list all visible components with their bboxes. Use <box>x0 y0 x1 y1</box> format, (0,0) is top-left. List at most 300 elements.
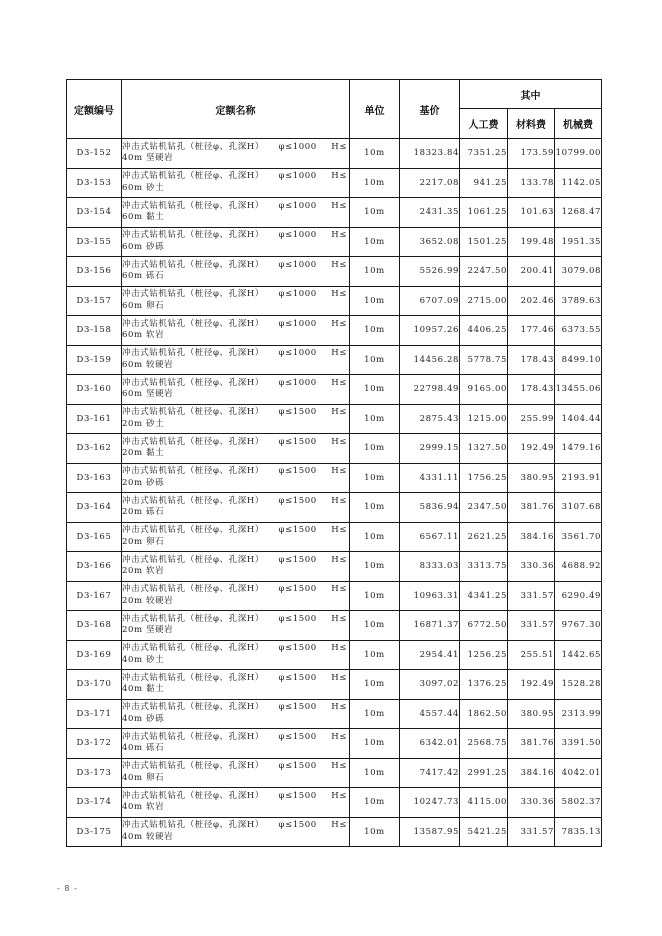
cell-labor: 1061.25 <box>460 198 508 228</box>
name-line-2: 40m 软岩 <box>122 802 165 813</box>
cell-code: D3-162 <box>67 434 122 464</box>
cell-base-price: 4557.44 <box>400 699 460 729</box>
name-line-2: 60m 较硬岩 <box>122 359 174 370</box>
cell-base-price: 16871.37 <box>400 611 460 641</box>
name-depth-label: H≤ <box>331 436 347 447</box>
cell-name <box>122 434 350 464</box>
name-line-2: 60m 砂土 <box>122 182 165 193</box>
cell-material: 380.95 <box>508 463 555 493</box>
name-line-2: 20m 黏土 <box>122 448 165 459</box>
cell-base-price: 2954.41 <box>400 640 460 670</box>
cell-base-price: 4331.11 <box>400 463 460 493</box>
name-line-2: 20m 砂砾 <box>122 477 165 488</box>
cell-machinery: 1142.05 <box>555 168 602 198</box>
cell-material: 255.99 <box>508 404 555 434</box>
header-code: 定额编号 <box>67 80 122 139</box>
name-spec: φ≤1500 <box>278 466 317 477</box>
name-depth-label: H≤ <box>331 318 347 329</box>
cell-material: 177.46 <box>508 316 555 346</box>
name-depth-label: H≤ <box>331 554 347 565</box>
cell-unit: 10m <box>350 699 400 729</box>
name-depth-label: H≤ <box>331 377 347 388</box>
name-depth-label: H≤ <box>331 466 347 477</box>
name-line-2: 60m 砾石 <box>122 271 165 282</box>
cell-code: D3-173 <box>67 758 122 788</box>
cell-machinery: 3561.70 <box>555 522 602 552</box>
name-spec: φ≤1000 <box>278 377 317 388</box>
cell-code: D3-152 <box>67 139 122 169</box>
name-line-2: 20m 砾石 <box>122 507 165 518</box>
table-row <box>67 817 602 847</box>
cell-base-price: 2217.08 <box>400 168 460 198</box>
name-line-1: 冲击式钻机钻孔（桩径φ、孔深H） <box>122 466 264 477</box>
name-line-2: 60m 黏土 <box>122 212 165 223</box>
cell-labor: 5421.25 <box>460 817 508 847</box>
cell-material: 381.76 <box>508 493 555 523</box>
cell-unit: 10m <box>350 522 400 552</box>
cell-labor: 6772.50 <box>460 611 508 641</box>
cell-labor: 1256.25 <box>460 640 508 670</box>
cell-code: D3-157 <box>67 286 122 316</box>
cell-code: D3-167 <box>67 581 122 611</box>
cell-base-price: 10963.31 <box>400 581 460 611</box>
name-line-1: 冲击式钻机钻孔（桩径φ、孔深H） <box>122 613 264 624</box>
name-depth-label: H≤ <box>331 200 347 211</box>
cell-labor: 1756.25 <box>460 463 508 493</box>
cell-labor: 2247.50 <box>460 257 508 287</box>
cell-machinery: 5802.37 <box>555 788 602 818</box>
header-labor: 人工费 <box>460 109 508 139</box>
name-line-1: 冲击式钻机钻孔（桩径φ、孔深H） <box>122 289 264 300</box>
cell-code: D3-164 <box>67 493 122 523</box>
header-material: 材料费 <box>508 109 555 139</box>
cell-name <box>122 227 350 257</box>
cell-code: D3-170 <box>67 670 122 700</box>
name-line-2: 60m 砂砾 <box>122 241 165 252</box>
table-row <box>67 581 602 611</box>
cell-unit: 10m <box>350 729 400 759</box>
name-spec: φ≤1500 <box>278 731 317 742</box>
cell-material: 384.16 <box>508 758 555 788</box>
cell-material: 199.48 <box>508 227 555 257</box>
name-line-2: 40m 砾石 <box>122 743 165 754</box>
name-spec: φ≤1000 <box>278 171 317 182</box>
name-line-1: 冲击式钻机钻孔（桩径φ、孔深H） <box>122 230 264 241</box>
table-row <box>67 286 602 316</box>
cell-unit: 10m <box>350 257 400 287</box>
cell-base-price: 2999.15 <box>400 434 460 464</box>
cell-base-price: 2875.43 <box>400 404 460 434</box>
cell-unit: 10m <box>350 286 400 316</box>
cell-code: D3-156 <box>67 257 122 287</box>
cell-material: 133.78 <box>508 168 555 198</box>
name-spec: φ≤1500 <box>278 672 317 683</box>
cell-material: 380.95 <box>508 699 555 729</box>
cell-unit: 10m <box>350 404 400 434</box>
cell-machinery: 1951.35 <box>555 227 602 257</box>
cell-machinery: 13455.06 <box>555 375 602 405</box>
cell-base-price: 8333.03 <box>400 552 460 582</box>
cell-unit: 10m <box>350 375 400 405</box>
name-line-1: 冲击式钻机钻孔（桩径φ、孔深H） <box>122 495 264 506</box>
name-line-1: 冲击式钻机钻孔（桩径φ、孔深H） <box>122 731 264 742</box>
table-row <box>67 257 602 287</box>
cell-unit: 10m <box>350 434 400 464</box>
cell-name <box>122 345 350 375</box>
cell-material: 178.43 <box>508 375 555 405</box>
name-depth-label: H≤ <box>331 672 347 683</box>
cell-unit: 10m <box>350 640 400 670</box>
cell-base-price: 10957.26 <box>400 316 460 346</box>
header-machinery: 机械费 <box>555 109 602 139</box>
cell-machinery: 3107.68 <box>555 493 602 523</box>
name-line-2: 40m 黏土 <box>122 684 165 695</box>
name-depth-label: H≤ <box>331 407 347 418</box>
cell-labor: 2991.25 <box>460 758 508 788</box>
cell-machinery: 2313.99 <box>555 699 602 729</box>
name-spec: φ≤1500 <box>278 613 317 624</box>
name-spec: φ≤1500 <box>278 702 317 713</box>
cell-labor: 1862.50 <box>460 699 508 729</box>
cell-code: D3-174 <box>67 788 122 818</box>
cell-base-price: 22798.49 <box>400 375 460 405</box>
cell-name <box>122 375 350 405</box>
table-row <box>67 729 602 759</box>
cell-machinery: 6290.49 <box>555 581 602 611</box>
cell-code: D3-175 <box>67 817 122 847</box>
cell-name <box>122 581 350 611</box>
cell-material: 192.49 <box>508 670 555 700</box>
cell-unit: 10m <box>350 316 400 346</box>
cell-unit: 10m <box>350 493 400 523</box>
cell-base-price: 6707.09 <box>400 286 460 316</box>
cell-material: 330.36 <box>508 552 555 582</box>
cell-machinery: 2193.91 <box>555 463 602 493</box>
cell-machinery: 1479.16 <box>555 434 602 464</box>
cell-unit: 10m <box>350 168 400 198</box>
name-spec: φ≤1500 <box>278 436 317 447</box>
cell-machinery: 10799.00 <box>555 139 602 169</box>
cell-code: D3-163 <box>67 463 122 493</box>
name-line-1: 冲击式钻机钻孔（桩径φ、孔深H） <box>122 259 264 270</box>
name-line-2: 40m 较硬岩 <box>122 831 174 842</box>
cell-labor: 5778.75 <box>460 345 508 375</box>
name-line-2: 20m 坚硬岩 <box>122 625 174 636</box>
name-depth-label: H≤ <box>331 643 347 654</box>
header-base-price: 基价 <box>400 80 460 139</box>
cell-unit: 10m <box>350 817 400 847</box>
table-row <box>67 404 602 434</box>
cell-unit: 10m <box>350 670 400 700</box>
cell-labor: 2347.50 <box>460 493 508 523</box>
name-spec: φ≤1000 <box>278 348 317 359</box>
name-spec: φ≤1500 <box>278 495 317 506</box>
table-row <box>67 670 602 700</box>
cell-machinery: 1268.47 <box>555 198 602 228</box>
name-line-1: 冲击式钻机钻孔（桩径φ、孔深H） <box>122 348 264 359</box>
cell-base-price: 3652.08 <box>400 227 460 257</box>
name-line-1: 冲击式钻机钻孔（桩径φ、孔深H） <box>122 171 264 182</box>
cell-material: 192.49 <box>508 434 555 464</box>
cell-labor: 7351.25 <box>460 139 508 169</box>
cell-material: 384.16 <box>508 522 555 552</box>
table-row <box>67 375 602 405</box>
name-depth-label: H≤ <box>331 790 347 801</box>
cell-unit: 10m <box>350 345 400 375</box>
name-spec: φ≤1500 <box>278 790 317 801</box>
cell-base-price: 13587.95 <box>400 817 460 847</box>
cell-base-price: 5526.99 <box>400 257 460 287</box>
name-line-1: 冲击式钻机钻孔（桩径φ、孔深H） <box>122 790 264 801</box>
cell-code: D3-168 <box>67 611 122 641</box>
cell-name <box>122 522 350 552</box>
name-spec: φ≤1000 <box>278 230 317 241</box>
name-spec: φ≤1500 <box>278 761 317 772</box>
cell-labor: 1376.25 <box>460 670 508 700</box>
cell-machinery: 1442.65 <box>555 640 602 670</box>
name-line-2: 40m 坚硬岩 <box>122 153 174 164</box>
table-row <box>67 699 602 729</box>
table-row <box>67 198 602 228</box>
cell-labor: 3313.75 <box>460 552 508 582</box>
cell-unit: 10m <box>350 552 400 582</box>
name-spec: φ≤1000 <box>278 141 317 152</box>
cell-machinery: 4042.01 <box>555 758 602 788</box>
name-line-1: 冲击式钻机钻孔（桩径φ、孔深H） <box>122 584 264 595</box>
cell-base-price: 6342.01 <box>400 729 460 759</box>
cell-name <box>122 316 350 346</box>
name-line-2: 40m 砂土 <box>122 654 165 665</box>
name-line-1: 冲击式钻机钻孔（桩径φ、孔深H） <box>122 436 264 447</box>
cell-base-price: 18323.84 <box>400 139 460 169</box>
name-line-1: 冲击式钻机钻孔（桩径φ、孔深H） <box>122 702 264 713</box>
name-line-2: 20m 卵石 <box>122 536 165 547</box>
cell-labor: 1327.50 <box>460 434 508 464</box>
table-row <box>67 552 602 582</box>
cell-name <box>122 611 350 641</box>
cell-code: D3-159 <box>67 345 122 375</box>
name-depth-label: H≤ <box>331 525 347 536</box>
name-line-2: 20m 砂土 <box>122 418 165 429</box>
cell-base-price: 10247.73 <box>400 788 460 818</box>
name-line-2: 60m 软岩 <box>122 330 165 341</box>
name-line-1: 冲击式钻机钻孔（桩径φ、孔深H） <box>122 761 264 772</box>
header-row-1 <box>67 80 602 109</box>
table-row <box>67 434 602 464</box>
name-depth-label: H≤ <box>331 289 347 300</box>
cell-material: 331.57 <box>508 611 555 641</box>
cell-material: 202.46 <box>508 286 555 316</box>
cell-name <box>122 257 350 287</box>
name-depth-label: H≤ <box>331 820 347 831</box>
cell-material: 330.36 <box>508 788 555 818</box>
table-row <box>67 345 602 375</box>
cell-base-price: 5836.94 <box>400 493 460 523</box>
table-row <box>67 316 602 346</box>
header-unit: 单位 <box>350 80 400 139</box>
name-line-1: 冲击式钻机钻孔（桩径φ、孔深H） <box>122 141 264 152</box>
table-body <box>67 139 602 847</box>
cell-labor: 4406.25 <box>460 316 508 346</box>
name-spec: φ≤1000 <box>278 318 317 329</box>
cell-material: 331.57 <box>508 581 555 611</box>
cell-material: 331.57 <box>508 817 555 847</box>
cell-material: 381.76 <box>508 729 555 759</box>
name-spec: φ≤1500 <box>278 525 317 536</box>
cell-unit: 10m <box>350 463 400 493</box>
cell-material: 173.59 <box>508 139 555 169</box>
table-row <box>67 788 602 818</box>
page-number: - 8 - <box>57 884 78 893</box>
table-row <box>67 493 602 523</box>
cell-code: D3-169 <box>67 640 122 670</box>
name-depth-label: H≤ <box>331 761 347 772</box>
cell-base-price: 7417.42 <box>400 758 460 788</box>
cell-machinery: 1528.28 <box>555 670 602 700</box>
cell-name <box>122 552 350 582</box>
table-row <box>67 227 602 257</box>
cell-unit: 10m <box>350 611 400 641</box>
name-line-1: 冲击式钻机钻孔（桩径φ、孔深H） <box>122 407 264 418</box>
cell-material: 200.41 <box>508 257 555 287</box>
name-spec: φ≤1500 <box>278 554 317 565</box>
name-depth-label: H≤ <box>331 495 347 506</box>
name-spec: φ≤1500 <box>278 643 317 654</box>
cell-labor: 4115.00 <box>460 788 508 818</box>
table-row <box>67 522 602 552</box>
cell-code: D3-153 <box>67 168 122 198</box>
name-spec: φ≤1000 <box>278 259 317 270</box>
cell-unit: 10m <box>350 139 400 169</box>
name-depth-label: H≤ <box>331 702 347 713</box>
cell-name <box>122 758 350 788</box>
name-line-2: 40m 卵石 <box>122 772 165 783</box>
cell-name <box>122 640 350 670</box>
cell-labor: 4341.25 <box>460 581 508 611</box>
header-of-which: 其中 <box>460 80 602 109</box>
cell-base-price: 2431.35 <box>400 198 460 228</box>
name-depth-label: H≤ <box>331 259 347 270</box>
name-line-1: 冲击式钻机钻孔（桩径φ、孔深H） <box>122 643 264 654</box>
cell-code: D3-166 <box>67 552 122 582</box>
cell-name <box>122 198 350 228</box>
cell-base-price: 3097.02 <box>400 670 460 700</box>
cell-code: D3-171 <box>67 699 122 729</box>
cell-machinery: 3079.08 <box>555 257 602 287</box>
cell-name <box>122 817 350 847</box>
cell-machinery: 7835.13 <box>555 817 602 847</box>
name-spec: φ≤1500 <box>278 407 317 418</box>
cell-unit: 10m <box>350 758 400 788</box>
name-line-2: 20m 软岩 <box>122 566 165 577</box>
cell-name <box>122 493 350 523</box>
cell-labor: 2715.00 <box>460 286 508 316</box>
cell-labor: 2621.25 <box>460 522 508 552</box>
cell-material: 255.51 <box>508 640 555 670</box>
cell-machinery: 1404.44 <box>555 404 602 434</box>
cell-name <box>122 168 350 198</box>
cell-labor: 1501.25 <box>460 227 508 257</box>
cell-material: 101.63 <box>508 198 555 228</box>
table-row <box>67 168 602 198</box>
name-spec: φ≤1000 <box>278 289 317 300</box>
name-depth-label: H≤ <box>331 348 347 359</box>
cell-labor: 1215.00 <box>460 404 508 434</box>
name-line-1: 冲击式钻机钻孔（桩径φ、孔深H） <box>122 200 264 211</box>
cell-machinery: 6373.55 <box>555 316 602 346</box>
cell-machinery: 9767.30 <box>555 611 602 641</box>
cell-machinery: 3789.63 <box>555 286 602 316</box>
table-row <box>67 758 602 788</box>
name-line-1: 冲击式钻机钻孔（桩径φ、孔深H） <box>122 377 264 388</box>
cell-unit: 10m <box>350 788 400 818</box>
name-spec: φ≤1500 <box>278 820 317 831</box>
cell-machinery: 4688.92 <box>555 552 602 582</box>
name-spec: φ≤1000 <box>278 200 317 211</box>
cell-labor: 9165.00 <box>460 375 508 405</box>
cell-code: D3-172 <box>67 729 122 759</box>
cell-name <box>122 286 350 316</box>
cell-material: 178.43 <box>508 345 555 375</box>
name-line-2: 60m 坚硬岩 <box>122 389 174 400</box>
table-row <box>67 463 602 493</box>
cell-code: D3-165 <box>67 522 122 552</box>
name-depth-label: H≤ <box>331 230 347 241</box>
name-line-1: 冲击式钻机钻孔（桩径φ、孔深H） <box>122 554 264 565</box>
cell-unit: 10m <box>350 227 400 257</box>
cell-name <box>122 670 350 700</box>
name-line-2: 60m 卵石 <box>122 300 165 311</box>
cell-machinery: 3391.50 <box>555 729 602 759</box>
table-row <box>67 611 602 641</box>
cell-unit: 10m <box>350 581 400 611</box>
name-line-2: 20m 较硬岩 <box>122 595 174 606</box>
name-line-1: 冲击式钻机钻孔（桩径φ、孔深H） <box>122 820 264 831</box>
cell-machinery: 8499.10 <box>555 345 602 375</box>
cell-code: D3-158 <box>67 316 122 346</box>
cell-labor: 941.25 <box>460 168 508 198</box>
cell-name <box>122 404 350 434</box>
cell-unit: 10m <box>350 198 400 228</box>
cell-code: D3-160 <box>67 375 122 405</box>
cell-labor: 2568.75 <box>460 729 508 759</box>
name-depth-label: H≤ <box>331 171 347 182</box>
name-depth-label: H≤ <box>331 613 347 624</box>
table-row <box>67 139 602 169</box>
table-row <box>67 640 602 670</box>
name-depth-label: H≤ <box>331 141 347 152</box>
quota-table <box>66 79 602 847</box>
name-line-2: 40m 砂砾 <box>122 713 165 724</box>
name-spec: φ≤1500 <box>278 584 317 595</box>
cell-name <box>122 139 350 169</box>
cell-name <box>122 463 350 493</box>
cell-code: D3-155 <box>67 227 122 257</box>
cell-base-price: 14456.28 <box>400 345 460 375</box>
name-line-1: 冲击式钻机钻孔（桩径φ、孔深H） <box>122 318 264 329</box>
cell-name <box>122 788 350 818</box>
name-depth-label: H≤ <box>331 731 347 742</box>
cell-name <box>122 699 350 729</box>
cell-base-price: 6567.11 <box>400 522 460 552</box>
cell-code: D3-154 <box>67 198 122 228</box>
name-line-1: 冲击式钻机钻孔（桩径φ、孔深H） <box>122 525 264 536</box>
name-line-1: 冲击式钻机钻孔（桩径φ、孔深H） <box>122 672 264 683</box>
header-name: 定额名称 <box>122 80 350 139</box>
name-depth-label: H≤ <box>331 584 347 595</box>
cell-code: D3-161 <box>67 404 122 434</box>
cell-name <box>122 729 350 759</box>
